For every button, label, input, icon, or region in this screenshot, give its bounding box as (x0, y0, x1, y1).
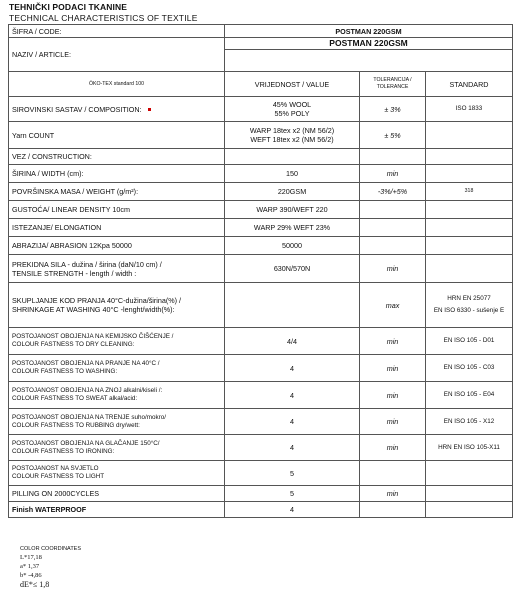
row-value: 220GSM (225, 183, 360, 201)
row-tolerance: min (360, 255, 426, 283)
row-tolerance: min (360, 382, 426, 409)
row-value: 4 (225, 435, 360, 461)
table-row (9, 122, 513, 149)
table-row (9, 435, 513, 461)
row-value: 4 (225, 502, 360, 518)
row-standard (426, 149, 513, 165)
row-label: ISTEZANJE/ ELONGATION (9, 219, 225, 237)
color-l-value: L*17,18 (20, 554, 42, 561)
row-standard (426, 486, 513, 502)
table-row (9, 149, 513, 165)
row-standard: HRN EN 25077 EN ISO 6330 - sušenje E (426, 283, 513, 328)
row-label: POSTOJANOST OBOJENJA NA ZNOJ alkalni/kiseli /: COLOUR FASTNESS TO SWEAT alkal/acid: (9, 382, 225, 409)
oeko-tex-label: ÖKO-TEX standard 100 (9, 72, 225, 97)
row-tolerance (360, 237, 426, 255)
row-label: Finish WATERPROOF (9, 502, 225, 518)
code-value: POSTMAN 220GSM (225, 25, 513, 38)
row-tolerance: ± 3% (360, 97, 426, 122)
table-row (9, 486, 513, 502)
red-marker (148, 108, 151, 111)
row-standard (426, 122, 513, 149)
code-row (9, 25, 513, 38)
row-value (225, 149, 360, 165)
row-label: POSTOJANOST OBOJENJA NA PRANJE NA 40°C / COLOUR FASTNESS TO WASHING: (9, 355, 225, 382)
row-value: 45% WOOL 55% POLY (225, 97, 360, 122)
color-de-value: dE*≤ 1,8 (20, 580, 50, 589)
table-header-row (9, 72, 513, 97)
row-value: 4 (225, 409, 360, 435)
row-tolerance: min (360, 165, 426, 183)
row-value (225, 283, 360, 328)
row-tolerance (360, 201, 426, 219)
row-label: SIROVINSKI SASTAV / COMPOSITION: (9, 97, 225, 122)
row-standard: 318 (426, 183, 513, 201)
document-title: TEHNIČKI PODACI TKANINE (9, 2, 127, 12)
color-coordinates (20, 545, 81, 589)
table-row (9, 97, 513, 122)
row-label: POSTOJANOST OBOJENJA NA TRENJE suho/mokro/ COLOUR FASTNESS TO RUBBING dry/wett: (9, 409, 225, 435)
table-row (9, 283, 513, 328)
row-value: 5 (225, 461, 360, 486)
row-value: 4 (225, 382, 360, 409)
row-label: ŠIRINA / WIDTH (cm): (9, 165, 225, 183)
row-label: GUSTOĆA/ LINEAR DENSITY 10cm (9, 201, 225, 219)
table-row (9, 382, 513, 409)
table-row (9, 502, 513, 518)
spec-table (8, 24, 513, 518)
table-row (9, 328, 513, 355)
row-label: POSTOJANOST OBOJENJA NA GLAČANJE 150°C/ COLOUR FASTNESS TO IRONING: (9, 435, 225, 461)
row-tolerance: min (360, 486, 426, 502)
row-value: 150 (225, 165, 360, 183)
row-tolerance: max (360, 283, 426, 328)
color-b-value: b* -4,86 (20, 572, 42, 579)
row-tolerance (360, 149, 426, 165)
row-standard (426, 201, 513, 219)
row-label: POSTOJANOST NA SVJETLO COLOUR FASTNESS TO LIGHT (9, 461, 225, 486)
row-tolerance: min (360, 328, 426, 355)
table-row (9, 237, 513, 255)
value-header: VRIJEDNOST / VALUE (225, 72, 360, 97)
document-subtitle: TECHNICAL CHARACTERISTICS OF TEXTILE (9, 13, 198, 23)
table-row (9, 165, 513, 183)
table-row (9, 255, 513, 283)
row-tolerance: min (360, 355, 426, 382)
row-tolerance: min (360, 409, 426, 435)
row-label: PILLING ON 2000CYCLES (9, 486, 225, 502)
row-standard (426, 237, 513, 255)
row-standard: EN ISO 105 - D01 (426, 328, 513, 355)
row-label: VEZ / CONSTRUCTION: (9, 149, 225, 165)
row-value: WARP 18tex x2 (NM 56/2) WEFT 18tex x2 (NM 56/2) (225, 122, 360, 149)
row-value: 4 (225, 355, 360, 382)
article-spacer (225, 50, 513, 72)
row-tolerance: -3%/+5% (360, 183, 426, 201)
row-label: POSTOJANOST OBOJENJA NA KEMIJSKO ČIŠĆENJE / COLOUR FASTNESS TO DRY CLEANING: (9, 328, 225, 355)
color-a-value: a* 1,37 (20, 563, 40, 570)
row-value: 5 (225, 486, 360, 502)
row-standard (426, 461, 513, 486)
row-value: 630N/570N (225, 255, 360, 283)
table-row (9, 183, 513, 201)
table-row (9, 409, 513, 435)
table-row (9, 219, 513, 237)
row-standard: HRN EN ISO 105-X11 (426, 435, 513, 461)
row-label: POVRŠINSKA MASA / WEIGHT (g/m²): (9, 183, 225, 201)
row-standard: ISO 1833 (426, 97, 513, 122)
row-label: SKUPLJANJE KOD PRANJA 40°C-dužina/širina(%) / SHRINKAGE AT WASHING 40°C -lenght/width(%): (9, 283, 225, 328)
row-tolerance (360, 502, 426, 518)
code-label: ŠIFRA / CODE: (9, 25, 225, 38)
row-value: 4/4 (225, 328, 360, 355)
article-value: POSTMAN 220GSM (225, 38, 513, 50)
row-standard (426, 255, 513, 283)
row-value: 50000 (225, 237, 360, 255)
row-standard (426, 502, 513, 518)
table-row (9, 201, 513, 219)
row-standard: EN ISO 105 - C03 (426, 355, 513, 382)
tolerance-header: TOLERANCIJA / TOLERANCE (360, 72, 426, 97)
row-value: WARP 29% WEFT 23% (225, 219, 360, 237)
article-label: NAZIV / ARTICLE: (9, 38, 225, 72)
row-label: Yarn COUNT (9, 122, 225, 149)
row-label: ABRAZIJA/ ABRASION 12Kpa 50000 (9, 237, 225, 255)
row-tolerance (360, 461, 426, 486)
row-label: PREKIDNA SILA - dužina / širina (daN/10 cm) / TENSILE STRENGTH - length / width : (9, 255, 225, 283)
row-standard (426, 219, 513, 237)
row-value: WARP 390/WEFT 220 (225, 201, 360, 219)
row-standard: EN ISO 105 - X12 (426, 409, 513, 435)
row-tolerance (360, 219, 426, 237)
color-coordinates-title: COLOR COORDINATES (20, 546, 82, 552)
row-tolerance: ± 5% (360, 122, 426, 149)
row-tolerance: min (360, 435, 426, 461)
article-value-row (9, 38, 513, 50)
row-standard: EN ISO 105 - E04 (426, 382, 513, 409)
row-standard (426, 165, 513, 183)
table-row (9, 355, 513, 382)
table-row (9, 461, 513, 486)
standard-header: STANDARD (426, 72, 513, 97)
